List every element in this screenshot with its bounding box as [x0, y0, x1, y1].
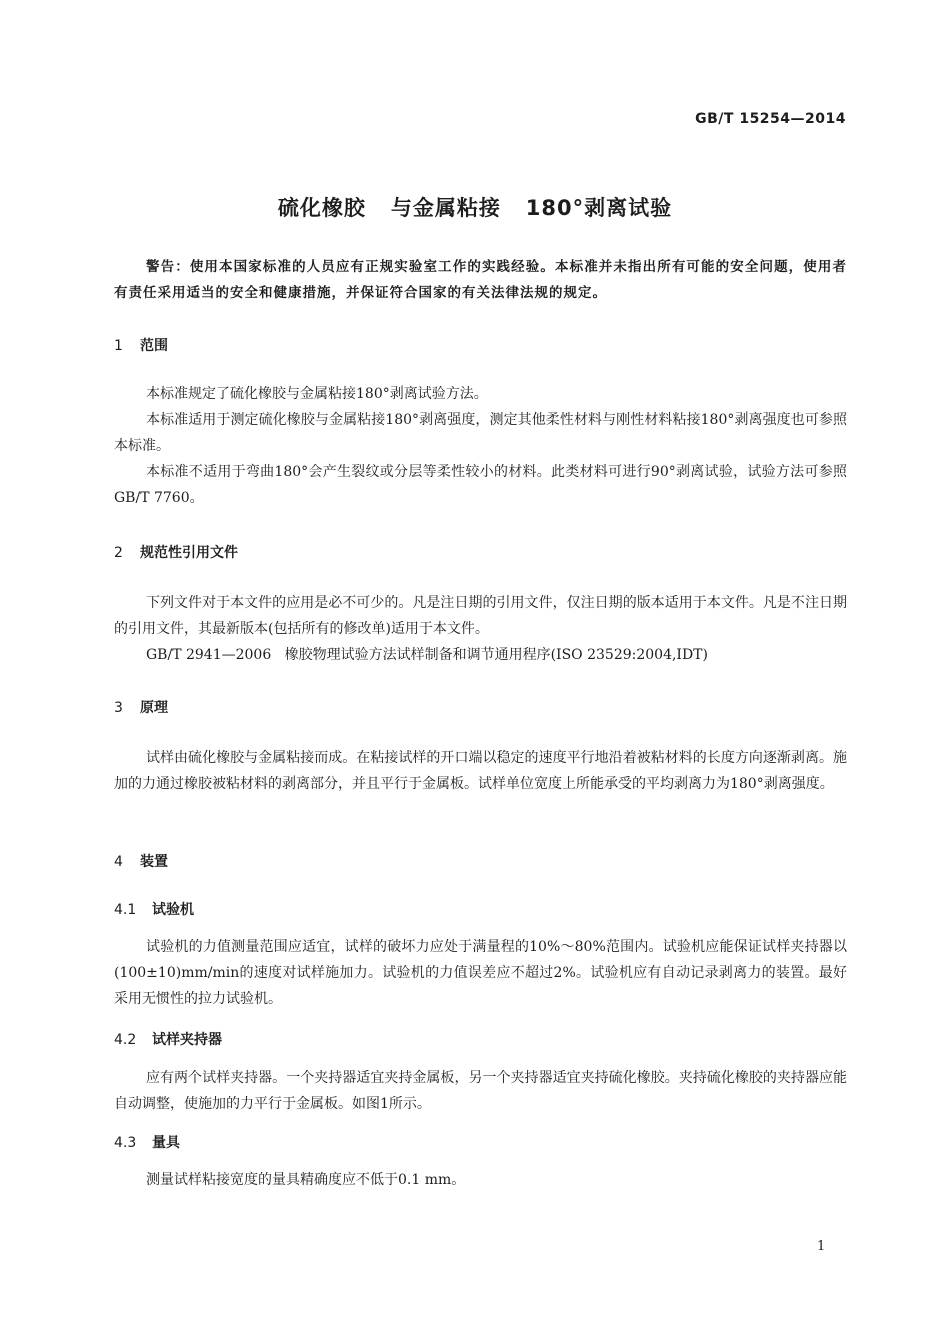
section-3-paragraph-1: 试样由硫化橡胶与金属粘接而成。在粘接试样的开口端以稳定的速度平行地沿着被粘材料的长度方向逐渐剥离。施加的力通过橡胶被粘材料的剥离部分，并且平行于金属板。试样单位宽度上所能承受的平均剥离力为180°剥离强度。 — [114, 750, 847, 792]
normative-reference: GB/T 2941—2006 橡胶物理试验方法试样制备和调节通用程序(ISO 23529:2004,IDT) — [146, 647, 708, 663]
section-2-heading — [114, 542, 238, 562]
subsection-number: 4.1 — [114, 902, 137, 918]
subsection-number: 4.2 — [114, 1032, 137, 1048]
section-1-paragraph-1: 本标准规定了硫化橡胶与金属粘接180°剥离试验方法。 — [146, 386, 488, 402]
section-number: 3 — [114, 700, 123, 716]
subsection-title: 量具 — [152, 1135, 180, 1151]
section-title: 规范性引用文件 — [140, 545, 238, 561]
document-title: 硫化橡胶 与金属粘接 180°剥离试验 — [277, 196, 673, 220]
section-title: 原理 — [140, 700, 168, 716]
section-title: 装置 — [140, 854, 168, 870]
standard-number: GB/T 15254—2014 — [695, 111, 846, 127]
section-1-paragraph-2: 本标准适用于测定硫化橡胶与金属粘接180°剥离强度，测定其他柔性材料与刚性材料粘接180°剥离强度也可参照本标准。 — [114, 412, 847, 454]
section-4-heading — [114, 851, 168, 871]
page-number: 1 — [817, 1239, 826, 1254]
subsection-title: 试验机 — [152, 902, 194, 918]
subsection-4-2-heading — [114, 1029, 222, 1049]
section-3-heading — [114, 697, 168, 717]
section-1-paragraph-3: 本标准不适用于弯曲180°会产生裂纹或分层等柔性较小的材料。此类材料可进行90°剥离试验，试验方法可参照GB/T 7760。 — [114, 464, 847, 506]
subsection-4-3-paragraph: 测量试样粘接宽度的量具精确度应不低于0.1 mm。 — [146, 1172, 466, 1188]
warning-paragraph: 警告：使用本国家标准的人员应有正规实验室工作的实践经验。本标准并未指出所有可能的安全问题，使用者有责任采用适当的安全和健康措施，并保证符合国家的有关法律法规的规定。 — [114, 259, 847, 301]
section-title: 范围 — [140, 338, 168, 354]
section-number: 1 — [114, 338, 123, 354]
subsection-4-1-paragraph: 试验机的力值测量范围应适宜，试样的破坏力应处于满量程的10%～80%范围内。试验机应能保证试样夹持器以(100±10)mm/min的速度对试样施加力。试验机的力值误差应不超过2%。试验机应有自动记录剥离力的装置。最好采用无惯性的拉力试验机。 — [114, 939, 847, 1007]
subsection-4-2-paragraph: 应有两个试样夹持器。一个夹持器适宜夹持金属板，另一个夹持器适宜夹持硫化橡胶。夹持硫化橡胶的夹持器应能自动调整，使施加的力平行于金属板。如图1所示。 — [114, 1070, 847, 1112]
subsection-4-1-heading — [114, 899, 194, 919]
section-number: 4 — [114, 854, 123, 870]
section-number: 2 — [114, 545, 123, 561]
section-2-paragraph-1: 下列文件对于本文件的应用是必不可少的。凡是注日期的引用文件，仅注日期的版本适用于本文件。凡是不注日期的引用文件，其最新版本(包括所有的修改单)适用于本文件。 — [114, 595, 847, 637]
subsection-number: 4.3 — [114, 1135, 137, 1151]
subsection-4-3-heading — [114, 1132, 180, 1152]
section-1-heading — [114, 335, 168, 355]
subsection-title: 试样夹持器 — [152, 1032, 222, 1048]
